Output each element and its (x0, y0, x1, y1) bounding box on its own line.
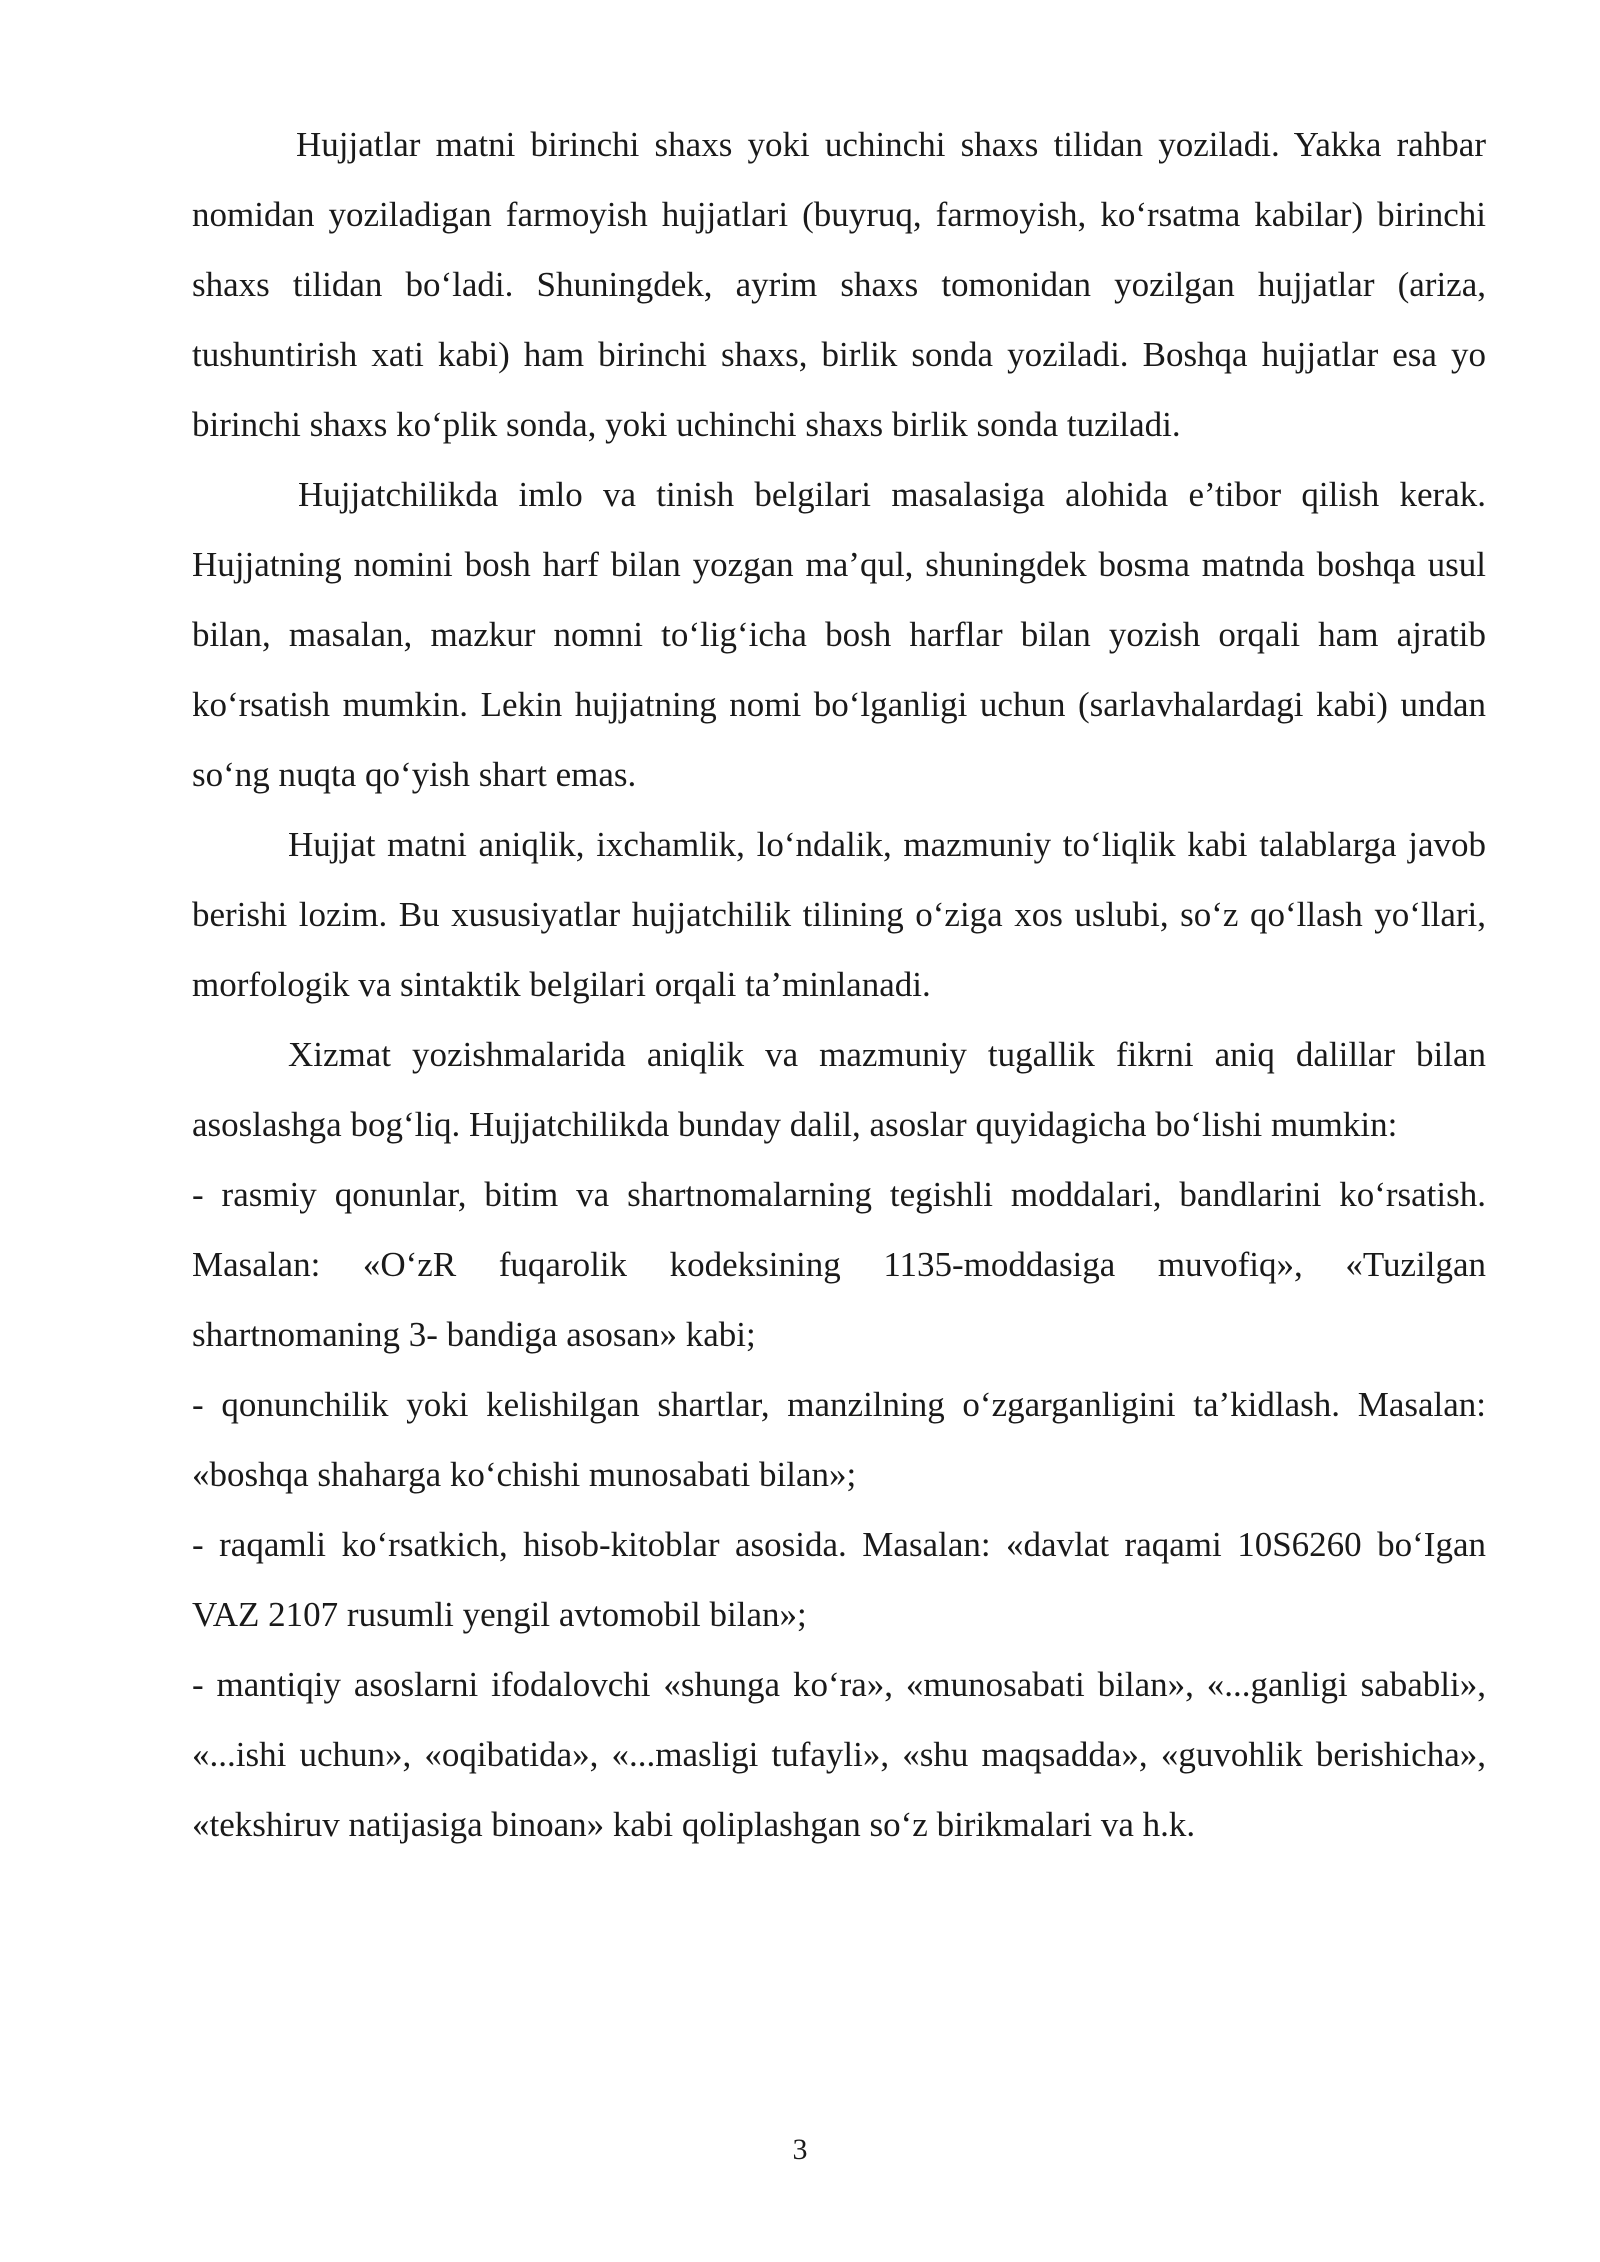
document-page (192, 110, 1486, 1860)
page-number: 3 (792, 2133, 808, 2166)
list-item: - mantiqiy asoslarni ifodalovchi «shunga ko‘ra», «munosabati bilan», «...ganligi sababli», «...ishi uchun», «oqibatida», «...masligi tufayli», «shu maqsadda», «guvohlik berishicha», «tekshiruv natijasiga binoan» kabi qoliplashgan so‘z birikmalari va h.k. (192, 1665, 1486, 1844)
list-item: - rasmiy qonunlar, bitim va shartnomalarning tegishli moddalari, bandlarini ko‘rsatish. Masalan: «O‘zR fuqarolik kodeksining 1135-moddasiga muvofiq», «Tuzilgan shartnomaning 3- bandiga asosan» kabi; (192, 1175, 1486, 1354)
paragraph-4: Xizmat yozishmalarida aniqlik va mazmuniy tugallik fikrni aniq dalillar bilan asoslashga bog‘liq. Hujjatchilikda bunday dalil, asoslar quyidagicha bo‘lishi mumkin: (192, 1035, 1486, 1144)
paragraph-1: Hujjatlar matni birinchi shaxs yoki uchinchi shaxs tilidan yoziladi. Yakka rahbar nomidan yoziladigan farmoyish hujjatlari (buyruq, farmoyish, ko‘rsatma kabilar) birinchi shaxs tilidan bo‘ladi. Shuningdek, ayrim shaxs tomonidan yozilgan hujjatlar (ariza, tushuntirish xati kabi) ham birinchi shaxs, birlik sonda yoziladi. Boshqa hujjatlar esa yo birinchi shaxs ko‘plik sonda, yoki uchinchi shaxs birlik sonda tuziladi. (192, 125, 1486, 444)
paragraph-3: Hujjat matni aniqlik, ixchamlik, lo‘ndalik, mazmuniy to‘liqlik kabi talablarga javob berishi lozim. Bu xususiyatlar hujjatchilik tilining o‘ziga xos uslubi, so‘z qo‘llash yo‘llari, morfologik va sintaktik belgilari orqali ta’minlanadi. (192, 825, 1486, 1004)
list-item: - raqamli ko‘rsatkich, hisob-kitoblar asosida. Masalan: «davlat raqami 10S6260 bo‘Igan VAZ 2107 rusumli yengil avtomobil bilan»; (192, 1525, 1486, 1634)
paragraph-2: Hujjatchilikda imlo va tinish belgilari masalasiga alohida e’tibor qilish kerak. Hujjatning nomini bosh harf bilan yozgan ma’qul, shuningdek bosma matnda boshqa usul bilan, masalan, mazkur nomni to‘lig‘icha bosh harflar bilan yozish orqali ham ajratib ko‘rsatish mumkin. Lekin hujjatning nomi bo‘lganligi uchun (sarlavhalardagi kabi) undan so‘ng nuqta qo‘yish shart emas. (192, 475, 1486, 794)
list-item: - qonunchilik yoki kelishilgan shartlar, manzilning o‘zgarganligini ta’kidlash. Masalan: «boshqa shaharga ko‘chishi munosabati bilan»; (192, 1385, 1486, 1494)
